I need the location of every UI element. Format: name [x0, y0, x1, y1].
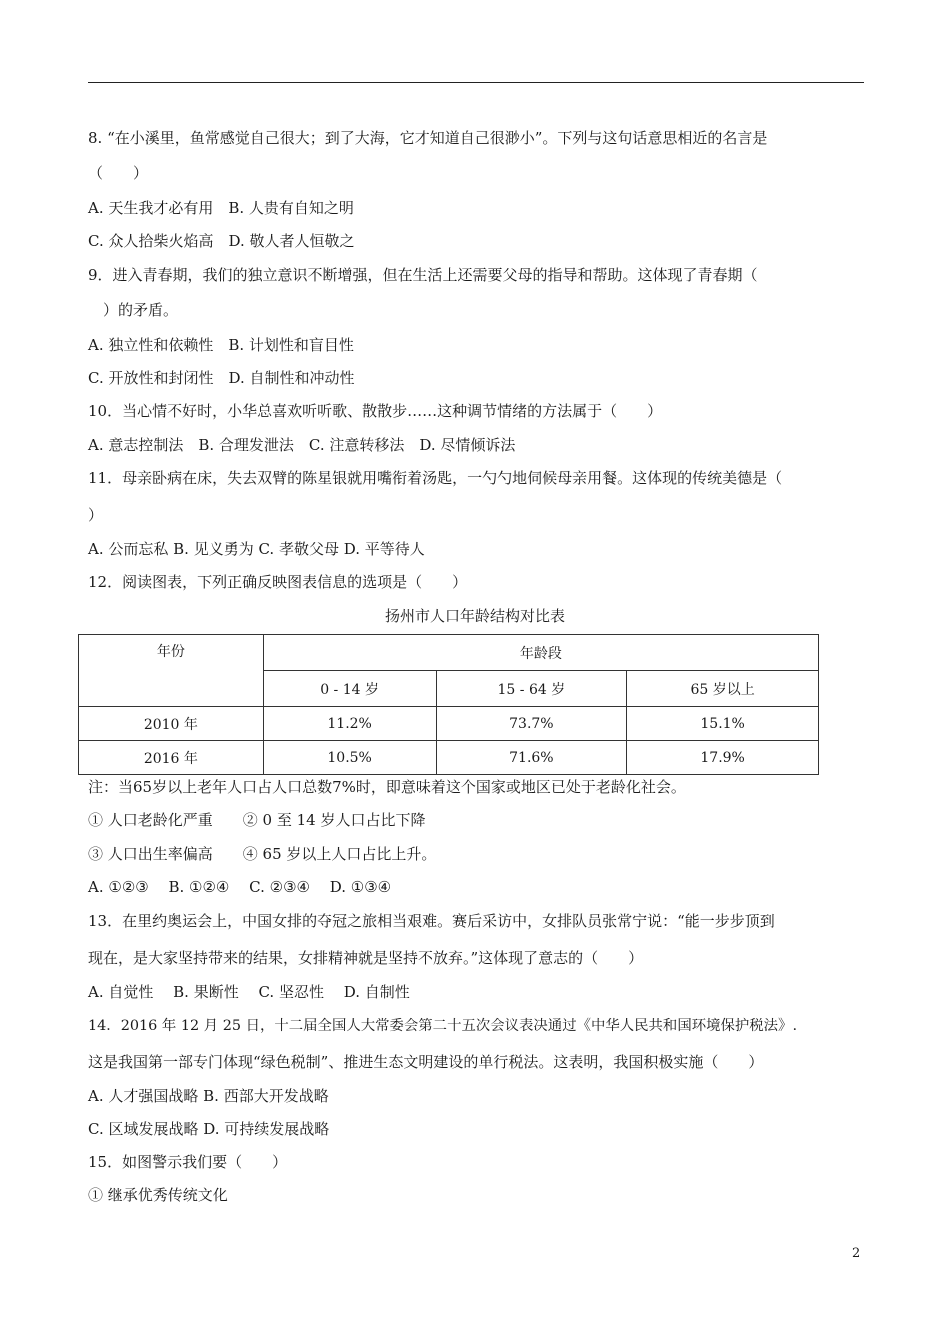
q15-statements-line-1: ① 继承优秀传统文化 — [88, 1186, 228, 1204]
q10-options-line: A. 意志控制法 B. 合理发泄法 C. 注意转移法 D. 尽情倾诉法 — [88, 436, 516, 454]
header-year: 年份 — [79, 635, 264, 707]
table-row — [79, 741, 819, 775]
q9-options-line-2: C. 开放性和封闭性 D. 自制性和冲动性 — [88, 369, 355, 387]
sub-header-0-14: 0 - 14 岁 — [263, 671, 436, 707]
q9-stem-line-2: ）的矛盾。 — [88, 301, 179, 319]
q9-options-line-1: A. 独立性和依赖性 B. 计划性和盲目性 — [88, 336, 354, 354]
table-row — [79, 707, 819, 741]
q14-stem-line-2: 这是我国第一部专门体现“绿色税制”、推进生态文明建设的单行税法。这表明，我国积极实施（ ） — [88, 1053, 764, 1071]
q11-stem-line-1: 11．母亲卧病在床，失去双臂的陈星银就用嘴衔着汤匙，一勺勺地伺候母亲用餐。这体现的传统美德是（ — [88, 469, 783, 487]
cell-value: 15.1% — [627, 707, 819, 741]
page-number: 2 — [852, 1246, 861, 1261]
sub-header-65-plus: 65 岁以上 — [627, 671, 819, 707]
row-year: 2016 年 — [79, 741, 264, 775]
population-age-table — [78, 634, 819, 775]
q8-stem-line-2: （ ） — [88, 164, 149, 182]
q14-stem-line-1: 14．2016 年 12 月 25 日，十二届全国人大常委会第二十五次会议表决通过《中华人民共和国环境保护税法》. — [88, 1018, 798, 1034]
q12-statements-line-2: ③ 人口出生率偏高 ④ 65 岁以上人口占比上升。 — [88, 845, 437, 863]
header-rule — [88, 82, 864, 83]
header-age-group: 年龄段 — [263, 635, 818, 671]
q12-statements-line-1: ① 人口老龄化严重 ② 0 至 14 岁人口占比下降 — [88, 811, 426, 829]
q14-options-line-2: C. 区域发展战略 D. 可持续发展战略 — [88, 1120, 330, 1138]
cell-value: 17.9% — [627, 741, 819, 775]
q12-options-line: A. ①②③ B. ①②④ C. ②③④ D. ①③④ — [88, 878, 392, 896]
cell-value: 71.6% — [436, 741, 627, 775]
cell-value: 10.5% — [263, 741, 436, 775]
q8-options-line-2: C. 众人拾柴火焰高 D. 敬人者人恒敬之 — [88, 232, 355, 250]
q11-stem-line-2: ） — [88, 506, 104, 524]
q12-stem-line: 12．阅读图表，下列正确反映图表信息的选项是（ ） — [88, 573, 468, 591]
q13-options-line: A. 自觉性 B. 果断性 C. 坚忍性 D. 自制性 — [88, 983, 410, 1001]
q13-stem-line-2: 现在，是大家坚持带来的结果，女排精神就是坚持不放弃。”这体现了意志的（ ） — [88, 949, 644, 967]
q11-options-line: A. 公而忘私 B. 见义勇为 C. 孝敬父母 D. 平等待人 — [88, 540, 425, 558]
row-year: 2010 年 — [79, 707, 264, 741]
cell-value: 73.7% — [436, 707, 627, 741]
sub-header-15-64: 15 - 64 岁 — [436, 671, 627, 707]
q9-stem-line-1: 9．进入青春期，我们的独立意识不断增强，但在生活上还需要父母的指导和帮助。这体现了青春期（ — [88, 266, 758, 284]
q15-stem-line: 15．如图警示我们要（ ） — [88, 1153, 288, 1171]
q14-options-line-1: A. 人才强国战略 B. 西部大开发战略 — [88, 1087, 329, 1105]
cell-value: 11.2% — [263, 707, 436, 741]
q8-options-line-1: A. 天生我才必有用 B. 人贵有自知之明 — [88, 199, 354, 217]
q13-stem-line-1: 13．在里约奥运会上，中国女排的夺冠之旅相当艰难。赛后采访中，女排队员张常宁说：“能一步步顶到 — [88, 912, 775, 930]
table-caption: 扬州市人口年龄结构对比表 — [384, 607, 565, 625]
q8-stem-line-1: 8. “在小溪里，鱼常感觉自己很大；到了大海，它才知道自己很渺小”。下列与这句话意思相近的名言是 — [88, 129, 768, 147]
q10-stem-line: 10．当心情不好时，小华总喜欢听听歌、散散步……这种调节情绪的方法属于（ ） — [88, 402, 663, 420]
q12-note: 注：当65岁以上老年人口占人口总数7%时，即意味着这个国家或地区已处于老龄化社会。 — [88, 778, 686, 796]
